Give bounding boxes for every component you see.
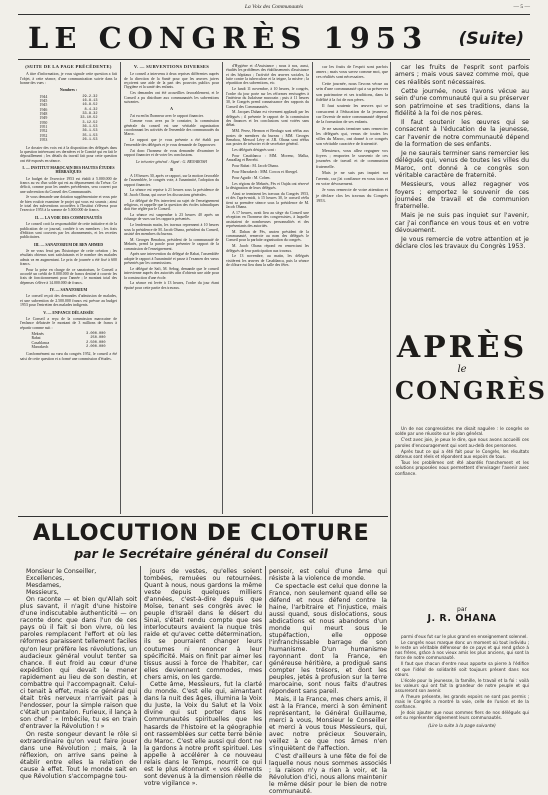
city-cell: Rabat [31,336,41,341]
paragraph: L'école pour la jeunesse, la famille, le travail et la foi : voilà les valeurs qui ont fait la grandeur de notre peuple et qui assureront son avenir. [395,677,529,693]
value-cell: 36-1-53 [82,125,98,130]
paragraph: Il faut soutenir les œuvres qui se consacrent à l'éducation de la jeunesse, car l'avenir de notre communauté dépend de la formation de ses enfants. [395,118,529,149]
paragraph: Mais je ne suis pas inquiet sur l'avenir, car j'ai confiance en vous tous et en votre dévouement. [395,212,529,235]
running-header-title: La Voix des Communautés [244,4,304,10]
paragraph: Le rapport que je vous présente a été établi par l'ensemble des délégués et je vous demande de l'approuver. [124,138,219,147]
closing-column-2 [144,568,262,787]
year-cell: 1949 [39,116,48,121]
column-rule [390,62,391,764]
byline-par: par [457,606,467,613]
running-header [18,4,530,14]
year-cell: 1945 [39,103,48,108]
value-cell: 36-1-53 [82,129,98,134]
paragraph: La séance est suspendue à 23 heures 40 après un échange de vues sur les rapports présentés. [124,213,219,222]
year-cell: 1946 [39,107,48,112]
city-cell: Marrakech [31,344,49,349]
paragraph: Conformément au vœu du congrès 1952, le conseil a été saisi de cette question et a formé une commission d'études. [20,352,117,361]
paragraph: Les régions de Meknès, Fès et Oujda ont réservé la désignation de leurs délégués. [226,181,309,191]
paragraph: Ainsi se terminent les travaux du Congrès 1953, et dès l'après-midi, à 15 heures 30, le conseil réélu tient sa première séance sous la présidence de M. Jacob Ohana. [226,191,309,209]
paragraph: J'ai donc l'honneur de vous demander d'examiner le rapport financier et de voter les conclusions. [124,148,219,157]
column-rule [312,62,313,514]
year-cell: 1948 [39,112,48,117]
masthead-suite: (Suite) [458,29,524,49]
closing-speech-heading [18,520,384,564]
section-heading: V. — ENFANCE DÉLAISSÉE [43,310,94,315]
value-cell: 16-8-13 [82,99,98,104]
table-row [32,345,106,349]
section-letter: A [170,107,173,112]
paragraph: C'est d'ailleurs à une fête de foi de laquelle nous nous sommes associés ; la raison n'y a rien à voir, et la Révolution d'ici, nous allons maintenir le même désir pour le bien de notre communauté. [269,752,387,795]
paragraph: Cette journée, nous l'avons vécue au sein d'une communauté qui a su préserver son patrimoine et ses traditions, dans la fidélité à la foi de nos pères. [316,81,388,102]
table-label: Nombres : [59,88,78,93]
budget-table [32,332,106,349]
paragraph: On raconte — et bien qu'Allah soit plus savant, il n'agit d'une histoire d'une indiscutable authenticité — on raconte donc que dans l'un de ces pays où il fait si bon vivre, où les paroles remplacent l'effort et où les réformes paraissent tellement faciles qu'on leur préfère les révolutions, un audacieux général voulut tenter sa chance. Il eut froid au cœur d'une expédition qui devait le mener rapidement au lieu de son destin, et combattre qui l'accompagnait. Celui-ci tenait à effet, mais ce général qui était très nerveux n'arrivait pas à l'endosser, pour la simple raison que c'était un pantalon. Furieux, il lança à son chef : « Imbécile, tu es en train d'entraver la Révolution ! » [20,596,137,731]
paragraph: Je vous remercie de votre attention et je déclare clos les travaux du Congrès 1953. [316,187,388,203]
value-cell: 35-1-53 [82,133,98,138]
paragraph: A l'heure présente, les grands espoirs ne sont pas permis ; mais le Congrès a montré la voie, celle de l'union et de la confiance. [395,694,529,710]
section-rule [18,516,388,517]
paragraph: Je dois ajouter que nous sommes fiers de nos délégués qui ont su représenter dignement leurs communautés. [395,710,529,721]
year-cell: 1953 [39,138,48,143]
amount-cell: 2.500.000 [86,340,106,345]
apres-body [395,634,529,764]
salutation: Mesdames, [26,582,62,590]
paragraph: Je ne vous ferai pas l'historique de cette création ; les résultats obtenus sont satisfaisants et le nombre des malades admis va en augmentant. Le prix de journée a été fixé à 600 francs. [20,248,117,266]
value-cell: 3-12-52 [82,120,98,125]
salutation: Messieurs, [26,589,59,597]
table-row [40,138,98,142]
byline [395,606,529,624]
paragraph: Ce spectacle est celui que donne la France, non seulement quand elle se défend et nous défend contre la haine, l'arbitraire et l'injustice, mais aussi quand, sous dislocations, sous abdications et nous abandons d'un monde qui meurt sous le stupéfaction, elle oppose l'infranchissable barrage de son humanisme. D'un humanisme rayonnant dont la France, en généreuse héritière, a prodigué sans compter les trésors, et dont les peuples, jetés à profusion sur la terre marocaine, sont nous faits d'autres répondent sans pareil. [269,582,387,696]
article-column-4 [316,64,388,514]
apres-sub: le [457,364,467,375]
paragraph: On reste songeur devant le rôle si extraordinaire qu'on veut faire jouer dans une Révolution ; mais, à la réflexion, on arrive sans peine à établir entre elles la relation de cause à effet. Tout le monde sait en que Révolution s'accompagne tou- [20,730,137,780]
paragraph: Les délégués désignés sont : [232,148,277,153]
apres-intro [395,426,529,602]
column-rule [140,566,141,764]
paragraph: Le lendemain matin, les travaux reprennent à 10 heures sous la présidence de M. Jacob Ohana, président du Conseil, assisté des membres du bureau. [124,223,219,236]
paragraph: C'est avec joie, je peux le dire, que nous avons accueilli ces paroles d'encouragement qui vont au-delà des personnes. [395,437,529,448]
paragraph: Je ne saurais terminer sans remercier les délégués qui, venus de toutes les villes du Maroc, ont donné à ce congrès son véritable caractère de fraternité. [316,125,388,147]
apres-title: APRÈS [396,330,528,365]
paragraph: Le conseil croit la responsabilité de cette initiative et de la publication de ce journal, confiée à ses membres ; les frais d'édition sont couverts par les abonnements, et les recettes publicitaires. [20,222,117,240]
year-cell: 1952 [39,133,48,138]
amount-cell: 3.000.000 [86,331,106,336]
paragraph: Pour Agadir : M. Cohen. [232,175,271,180]
article-column-1 [20,64,117,514]
year-cell: 1950 [39,120,48,125]
paragraph: M. Jacob Ohana répond en remerciant les délégués de leur participation aux travaux. [226,244,309,253]
paragraph: Je ne saurais terminer sans remercier les délégués qui, venus de toutes les villes du Maroc, ont donné à ce congrès son véritable caractère de fraternité. [395,149,529,180]
paragraph: Pour Marrakech : MM. Corcos et Abergel. [232,170,299,175]
year-cell: 1945 [39,99,48,104]
column-rule [222,62,223,514]
paragraph: Le lundi 11 novembre, à 10 heures, le congrès, l'ordre du jour porte sur les réformes envisagées à l'intérieur du Judaïsme marocain ; puis à 11 heures 30, le Congrès prend connaissance des rapports du Conseil des Communautés. [226,87,309,109]
value-cell: 29-2-32 [82,94,98,99]
paragraph: Cette journée, nous l'avons vécue au sein d'une communauté qui a su préserver son patrimoine et ses traditions, dans la fidélité à la foi de nos pères. [395,87,529,117]
paragraph: M. Jacques Dahan est vivement applaudi par les délégués ; il présente le rapport de la commission des finances et les conclusions sont votées sans débat. [226,110,309,128]
paragraph: Le dossier des voix est à la disposition des délégués dans la question intéressant ces dernières et le Comité qui en fait le dépouillement ; les détails du travail fait pour cette question ont été exposés en séance. [20,145,117,163]
paragraph: Le congrès nous marque donc un moment où tout individu ; le reste un véritable défenseur de ce pays et qui rend grâce à nos frères, grâce à nos vieux amis les plus anciens, qui sont la force de notre communauté. [395,640,529,661]
paragraph: Après tout ce qui a été fait pour le Congrès, les résultats obtenus sont réels et répondent aux espoirs de tous. [395,448,529,460]
paragraph: Un de nos congressistes me disait naguère : le congrès se solde par une réussite sur le plan général. [395,426,529,437]
paragraph: Je vous demande une dotation supplémentaire et vous prie de bien vouloir examiner le projet qui vous est soumis ; ainsi le total des subventions accordées à l'Institut s'élèvera pour l'exercice 1953 à la somme de 5.000.000 de francs. [20,195,117,213]
closing-column-1 [20,568,137,780]
paragraph: Je vous remercie de votre attention et je déclare clos les travaux du Congrès 1953. [395,235,529,251]
paragraph: Le délégué de Safi, M. Sebag, demande que le conseil intervienne auprès des autorités afin d'obtenir une aide pour la construction d'une école. [124,266,219,280]
paragraph: Ces demandes ont été accueillies favorablement, et le Conseil a pu distribuer aux communautés les subventions suivantes. [124,91,219,104]
paragraph: Mais, il la France, mes chers amis, il est à la France, merci à son éminent représentant, le Général Guillaume, merci à vous, Monsieur le Conseiller et merci à vous tous Messieurs, qui, avec notre précieux Souverain, veillez à ce que nos âmes n'en s'inquiètent de l'affection. [269,695,387,753]
paragraph: A 17 heures, avait lieu au siège du Conseil une réception en l'honneur des congressistes, à laquelle assistaient de nombreuses personnalités et des représentants des autorités. [226,210,309,228]
year-cell: 1944 [39,94,48,99]
amount-cell: 250.000 [90,336,106,341]
paragraph: La séance est reprise à 21 heures sous la présidence de M. Jacob Ohana, qui ouvre les discussions générales. [124,188,219,197]
paragraph: parmi d'eux fut sur le plus grand en enseignement solennel. [401,634,528,639]
value-cell: 8-4-32 [84,107,98,112]
value-cell: 33-8-32 [82,112,98,117]
section-heading: III. — SANATORIUM DE BEN AHMED [33,242,104,247]
article-column-2 [124,64,219,514]
paragraph: d'Hygiène et d'Assistance ; nous à nos, aussi, étudiés les problèmes des établissements d'assistance et des hôpitaux ; l'activité des œuvres sociales, la lutte contre la tuberculose et la teigne, la misère ; la répartition des subventions, etc. [226,64,309,86]
paragraph: A 18 heures 30, après ce rapport, sur la motion favorable de l'assemblée, le congrès vote, à l'unanimité, l'adoption du rapport financier. [124,173,219,187]
paragraph: Comme vous avez pu le constater, la commission générale du conseil est une véritable organisation coordonnant les activités de l'ensemble des communautés du Maroc. [124,119,219,137]
section-letter: B [170,167,173,172]
city-cell: Casablanca [31,340,50,345]
column-heading: (SUITE DE LA PAGE PRÉCÉDENTE) [25,64,112,69]
paragraph: jours de vestes, qu'elles soient tombées, remuées ou retournées. Quant à nous, nous gardons la même veste depuis quelques milliers d'années, c'est-à-dire depuis que Moïse, tenant ses congrès avec le peuple d'Israël dans le désert du Sinaï, s'était rendu compte que ses interlocuteurs avaient la nuque très raide et qu'avec cette détermination, ils se pourraient changer leurs coutumes ni renoncer à leur spécificité. Mais on finit par aimer les tissus aussi à force de l'habiter, car elles deviennent commodes, mes chers amis, on les garde. [144,568,262,681]
salutation: Excellences, [26,575,65,583]
paragraph: Cette âme, Messieurs, fut la clarté du monde. C'est elle qui, aimantant dans la nuit des âges, illumina la Voix du Juste, la Voix du Salut et la Voix divine qui sut porter dans les Communautés spirituelles que les hasards de l'histoire et la géographie ont rassemblées sur cette terre bénie du Maroc. C'est elle aussi qui dont ne la gardons à notre profit spirituel. Les appelle à accélérer à ce nouveau relais dans le Temps, nourrit ce qui est le plus étonnant « vos éléments sont devenus à la dimension réelle de votre vigilance ». [144,681,262,787]
paragraph: pensoir, est celui d'une âme qui résiste à la violence de monde. [269,568,387,583]
apres-le-congres-heading [395,330,548,422]
value-cell: 16-8-52 [82,103,98,108]
paragraph: Pour la prise en charge de ce sanatorium, le Conseil a accordé un crédit de 8.000.000 de francs destiné à couvrir les frais de fonctionnement pour l'année ; le montant total des dépenses s'élève à 14.000.000 de francs. [20,267,117,285]
value-cell: 33-10-52 [80,116,98,121]
paragraph: Messieurs, vous allez regagner vos foyers ; emportez le souvenir de ces journées de travail et de communion fraternelle. [395,181,529,211]
page-number: — 5 — [513,4,530,10]
paragraph: Le Conseil a reçu de la commission marocaine de l'enfance délaissée le montant de 3 millions de francs à répartir comme suit : [20,316,117,330]
masthead [18,14,530,60]
year-cell: 1951 [39,125,48,130]
byline-name: J. R. OHANA [427,613,497,624]
paragraph: MM. Perez, Hermon et Berdugo sont réélus aux postes de membres du bureau ; MM. Georges Benabou, Messod Lévy et J.R. Ohana sont réélus aux postes de trésorier et de secrétaire général. [226,129,309,147]
statistics-table [40,95,98,143]
continuation-note: (Lire la suite à la page suivante) [428,722,496,728]
paragraph: A titre d'information, je vous signale cette question a fait l'objet, à cette séance, d'une communication suivie dans la bonne des vues : [20,72,117,86]
apres-main: CONGRÈS [395,376,548,405]
section-heading: I. — INSTITUT MAROCAIN DES HAUTES ÉTUDES HÉBRAÏQUES [22,165,115,175]
value-cell: 26-1-53 [82,138,98,143]
year-cell: 1952 [39,129,48,134]
paragraph: Mais je ne suis pas inquiet sur l'avenir, car j'ai confiance en vous tous et en votre dévouement. [316,170,388,186]
paragraph: Tous les problèmes ont été abordés franchement et les solutions proposées nous permettent d'envisager l'avenir avec confiance. [395,460,529,476]
paragraph: La séance est levée à 13 heures, l'ordre du jour étant épuisé pour cette partie des travaux. [124,281,219,290]
paragraph: M. Dahan de Fès, ancien président de la communauté, remercie au nom des délégués le Conseil pour la parfaite organisation du congrès. [226,229,309,243]
paragraph: car les fruits de l'esprit sont parfois amers ; mais vous savez comme moi, que ces réalités sont nécessaires. [395,64,529,86]
signature: Le trésorier général : Signé : G. BENAROSH [136,160,207,165]
section-heading: II. — LA VOIE DES COMMUNAUTÉS [34,215,103,220]
paragraph: Il faut que chacun d'entre nous apporte sa pierre à l'édifice et que l'idéal de solidarité soit toujours présent dans nos cœurs. [395,661,529,677]
section-heading: IV. — SANATORIUM [49,288,88,293]
article-column-5 [395,64,529,326]
article-column-3 [226,64,309,514]
column-rule [265,566,266,764]
amount-cell: 2.000.000 [86,344,106,349]
closing-subtitle: par le Secrétaire général du Conseil [74,546,328,561]
closing-column-3 [269,568,387,795]
paragraph: Le budget de l'exercice 1953 est établi à 5.000.000 de francs au vu d'un solde qui est au dépassement du Trésor. Ce déficit, comme pour les années précédentes, sera couvert par une subvention du Conseil des Communautés. [20,176,117,194]
paragraph: Le conseil reçoit des demandes d'admission de malades, et une subvention de 2.500.000 francs est prévue au budget 1953 pour l'entretien des malades indigents. [20,294,117,308]
masthead-title: LE CONGRÈS 1953 [28,21,429,55]
paragraph: car les fruits de l'esprit sont parfois amers ; mais vous savez comme moi, que ces réalités sont nécessaires. [316,64,388,80]
paragraph: Le 13 novembre, au matin, les délégués visitèrent les œuvres de Casablanca, puis la séance de clôture eut lieu dans la salle des fêtes. [226,254,309,268]
paragraph: Après une intervention du délégué de Rabat, l'assemblée adopte le rapport à l'unanimité et passe à l'examen des vœux présentés par les commissions. [124,252,219,266]
paragraph: M. Georges Benabou, président de la communauté de Meknès, prend la parole pour présenter le rapport de la commission de l'enseignement. [124,237,219,251]
salutation: Monsieur le Conseiller, [26,568,97,575]
paragraph: Pour Rabat : M. Jacob Ohana. [232,164,279,169]
column-rule [120,62,121,514]
section-heading: V. — SUBVENTIONS DIVERSES [133,64,210,69]
paragraph: Pour Casablanca : MM. Moreno, Malka, Amzallag et Berrebi. [226,154,309,163]
paragraph: Messieurs, vous allez regagner vos foyers ; emportez le souvenir de ces journées de travail et de communion fraternelle. [316,148,388,169]
closing-title: ALLOCUTION DE CLOTURE [32,520,370,546]
paragraph: Le délégué de Fès intervient au sujet de l'enseignement religieux, et rappelle que la question des écoles talmudiques doit être réglée par le Conseil. [124,198,219,212]
paragraph: J'ai eu enfin l'honneur avec le rapport financier. [130,113,204,118]
paragraph: Le conseil a intervenu à deux reprises différentes auprès de la direction de la Santé pour que les œuvres juives reçoivent une aide de la part des pouvoirs publics pour l'hygiène et la santé des enfants. [124,72,219,90]
paragraph: Il faut soutenir les œuvres qui se consacrent à l'éducation de la jeunesse, car l'avenir de notre communauté dépend de la formation de ses enfants. [316,103,388,125]
city-cell: Meknès [31,331,44,336]
